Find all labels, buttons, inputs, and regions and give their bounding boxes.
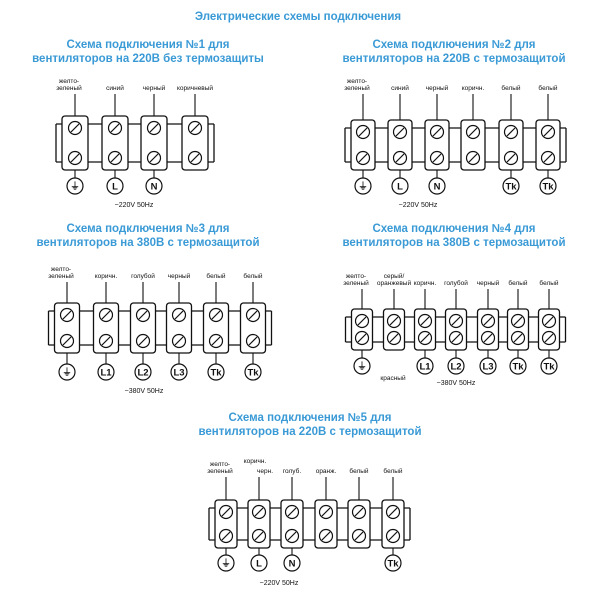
- terminal-block: [94, 303, 119, 353]
- terminal-label: Tk: [210, 367, 222, 379]
- terminal-label: Tk: [247, 367, 259, 379]
- terminal-block: [425, 120, 449, 170]
- terminal-block: [499, 120, 523, 170]
- wire-label: черный: [425, 85, 449, 92]
- terminal-block: [141, 116, 167, 170]
- terminal-block: [182, 116, 208, 170]
- terminal-block: [167, 303, 192, 353]
- diagram-2-heading-line-2: вентиляторов на 220В с термозащитой: [342, 53, 566, 65]
- terminal-block: [55, 303, 80, 353]
- wire-label: зеленый: [56, 85, 82, 92]
- wire-label: синий: [391, 85, 409, 92]
- diagram-2: [342, 39, 565, 209]
- terminal-label: N: [150, 181, 158, 193]
- terminal-label: N: [288, 558, 296, 570]
- diagram-5-heading-line-2: вентиляторов на 220В с термозащитой: [198, 426, 422, 438]
- terminal-block: [384, 309, 405, 350]
- wire-label: белый: [501, 85, 521, 92]
- wire-label: оранж.: [315, 468, 337, 475]
- wire-label: белый: [349, 468, 369, 475]
- wire-label: коричн.: [94, 273, 118, 280]
- page-title: Электрические схемы подключения: [194, 11, 402, 23]
- wire-label: белый: [243, 273, 263, 280]
- diagram-2-voltage: ~220V 50Hz: [398, 202, 438, 209]
- wire-label: желто-: [209, 461, 231, 468]
- diagram-4-voltage: ~380V 50Hz: [436, 380, 476, 387]
- terminal-block: [478, 309, 499, 350]
- terminal-label: L3: [173, 367, 185, 379]
- terminal-block: [248, 500, 270, 548]
- wire-label: серый/: [383, 273, 405, 280]
- wire-label: желто-: [58, 78, 80, 85]
- diagram-2-heading-line-1: Схема подключения №2 для: [372, 39, 536, 51]
- wire-label: черный: [476, 280, 500, 287]
- terminal-label: Tk: [505, 181, 517, 193]
- wire-label: желто-: [345, 273, 367, 280]
- terminal-block: [315, 500, 337, 548]
- terminal-label: N: [433, 181, 441, 193]
- wire-label: коричн.: [413, 280, 437, 287]
- terminal-block: [352, 309, 373, 350]
- terminal-block: [382, 500, 404, 548]
- wire-label: белый: [206, 273, 226, 280]
- terminal-block: [102, 116, 128, 170]
- wire-label: белый: [539, 280, 559, 287]
- wire-label: коричн.: [461, 85, 485, 92]
- diagram-2-drawing: [344, 78, 566, 194]
- wire-label: голубой: [444, 280, 468, 287]
- terminal-block: [508, 309, 529, 350]
- terminal-label: L1: [419, 361, 431, 373]
- diagram-5-heading-line-1: Схема подключения №5 для: [228, 412, 392, 424]
- diagram-4-extra-wire-label: красный: [380, 375, 406, 382]
- terminal-block: [539, 309, 560, 350]
- wire-label: коричневый: [176, 85, 214, 92]
- wire-label: желто-: [346, 78, 368, 85]
- terminal-block: [415, 309, 436, 350]
- diagram-4-heading-line-1: Схема подключения №4 для: [372, 223, 536, 235]
- wire-label: желто-: [50, 266, 72, 273]
- wire-label: белый: [383, 468, 403, 475]
- diagram-1-drawing: [56, 78, 214, 194]
- wire-label: зеленый: [344, 85, 370, 92]
- diagram-3-drawing: [48, 266, 271, 380]
- diagram-3-heading-line-1: Схема подключения №3 для: [66, 223, 230, 235]
- wire-label: голубой: [131, 273, 155, 280]
- terminal-label: ⏚: [70, 181, 80, 193]
- wire-label: белый: [538, 85, 558, 92]
- wire-label: черный: [167, 273, 191, 280]
- terminal-label: L2: [450, 361, 462, 373]
- terminal-block: [204, 303, 229, 353]
- terminal-block: [461, 120, 485, 170]
- diagram-5-drawing: [207, 458, 410, 571]
- diagram-5-voltage: ~220V 50Hz: [259, 580, 299, 587]
- terminal-label: L: [397, 181, 403, 193]
- terminal-label: ⏚: [62, 367, 72, 379]
- terminal-block: [62, 116, 88, 170]
- terminal-block: [536, 120, 560, 170]
- terminal-label: Tk: [543, 361, 555, 373]
- wire-label: белый: [508, 280, 528, 287]
- terminal-block: [351, 120, 375, 170]
- terminal-label: L3: [482, 361, 494, 373]
- wire-label: оранжевый: [376, 280, 412, 287]
- terminal-label: Tk: [512, 361, 524, 373]
- terminal-block: [348, 500, 370, 548]
- terminal-blocks-layer: [48, 78, 566, 571]
- terminal-label: L2: [137, 367, 149, 379]
- terminal-label: Tk: [542, 181, 554, 193]
- wire-label: зеленый: [207, 468, 233, 475]
- wire-label: черный: [142, 85, 166, 92]
- terminal-label: ⏚: [357, 361, 367, 373]
- diagram-3-voltage: ~380V 50Hz: [124, 388, 164, 395]
- terminal-label: L: [112, 181, 118, 193]
- wire-label: черн.: [256, 468, 274, 475]
- terminal-label: Tk: [387, 558, 399, 570]
- wire-label: коричн.: [243, 458, 267, 465]
- terminal-block: [215, 500, 237, 548]
- wire-label: зеленый: [343, 280, 369, 287]
- wire-label: синий: [106, 85, 124, 92]
- terminal-block: [388, 120, 412, 170]
- terminal-block: [241, 303, 266, 353]
- diagram-1-voltage: ~220V 50Hz: [114, 202, 154, 209]
- terminal-label: ⏚: [221, 558, 231, 570]
- terminal-label: L: [256, 558, 262, 570]
- wire-label: зеленый: [48, 273, 74, 280]
- terminal-block: [446, 309, 467, 350]
- terminal-block: [131, 303, 156, 353]
- diagram-3-heading-line-2: вентиляторов на 380В с термозащитой: [36, 237, 260, 249]
- wire-label: голуб.: [282, 468, 302, 475]
- diagram-4-heading-line-2: вентиляторов на 380В с термозащитой: [342, 237, 566, 249]
- terminal-label: L1: [100, 367, 112, 379]
- diagram-4-drawing: [343, 272, 565, 374]
- diagram-1-heading-line-2: вентиляторов на 220В без термозащиты: [32, 53, 264, 65]
- diagram-1-heading-line-1: Схема подключения №1 для: [66, 39, 230, 51]
- terminal-label: ⏚: [358, 181, 368, 193]
- terminal-block: [281, 500, 303, 548]
